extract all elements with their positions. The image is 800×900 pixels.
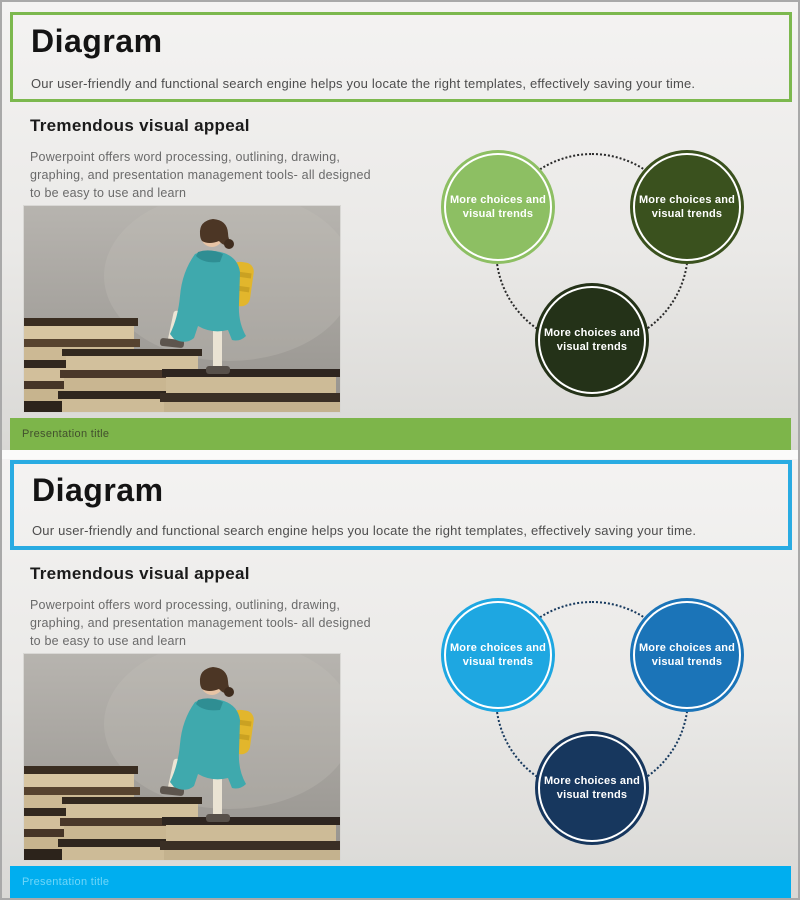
photo-girl-on-books — [24, 206, 340, 412]
diagram-circle-1 — [441, 150, 555, 264]
body-paragraph: Powerpoint offers word processing, outlining, drawing, graphing, and presentation management tools- all designed to be easy to use and learn — [30, 598, 371, 648]
diagram-circle-1 — [441, 598, 555, 712]
footer-bar — [10, 418, 791, 450]
header-box — [10, 12, 792, 102]
slide-preview-green[interactable] — [2, 2, 798, 450]
footer-title: Presentation title — [22, 428, 110, 440]
circle-label: More choices and visual trends — [449, 641, 547, 668]
body-paragraph: Powerpoint offers word processing, outlining, drawing, graphing, and presentation management tools- all designed to be easy to use and learn — [30, 150, 371, 200]
page-title: Diagram — [32, 472, 164, 508]
page-subtitle: Our user-friendly and functional search engine helps you locate the right templates, effectively saving your time. — [31, 76, 696, 91]
diagram-circle-3 — [535, 731, 649, 845]
diagram-circle-3 — [535, 283, 649, 397]
footer-bar — [10, 866, 791, 898]
diagram-circle-2 — [630, 598, 744, 712]
photo-girl-on-books — [24, 654, 340, 860]
section-heading: Tremendous visual appeal — [30, 564, 250, 583]
circle-label: More choices and visual trends — [543, 326, 641, 353]
header-box — [10, 460, 792, 550]
circle-label: More choices and visual trends — [543, 774, 641, 801]
circle-label: More choices and visual trends — [638, 641, 736, 668]
page-title: Diagram — [31, 23, 163, 59]
slide-gap — [2, 450, 798, 459]
circle-label: More choices and visual trends — [638, 193, 736, 220]
circle-label: More choices and visual trends — [449, 193, 547, 220]
diagram-circle-2 — [630, 150, 744, 264]
page-subtitle: Our user-friendly and functional search engine helps you locate the right templates, effectively saving your time. — [32, 523, 697, 538]
section-heading: Tremendous visual appeal — [30, 116, 250, 135]
footer-title: Presentation title — [22, 876, 110, 888]
slide-preview-blue[interactable] — [2, 450, 798, 898]
